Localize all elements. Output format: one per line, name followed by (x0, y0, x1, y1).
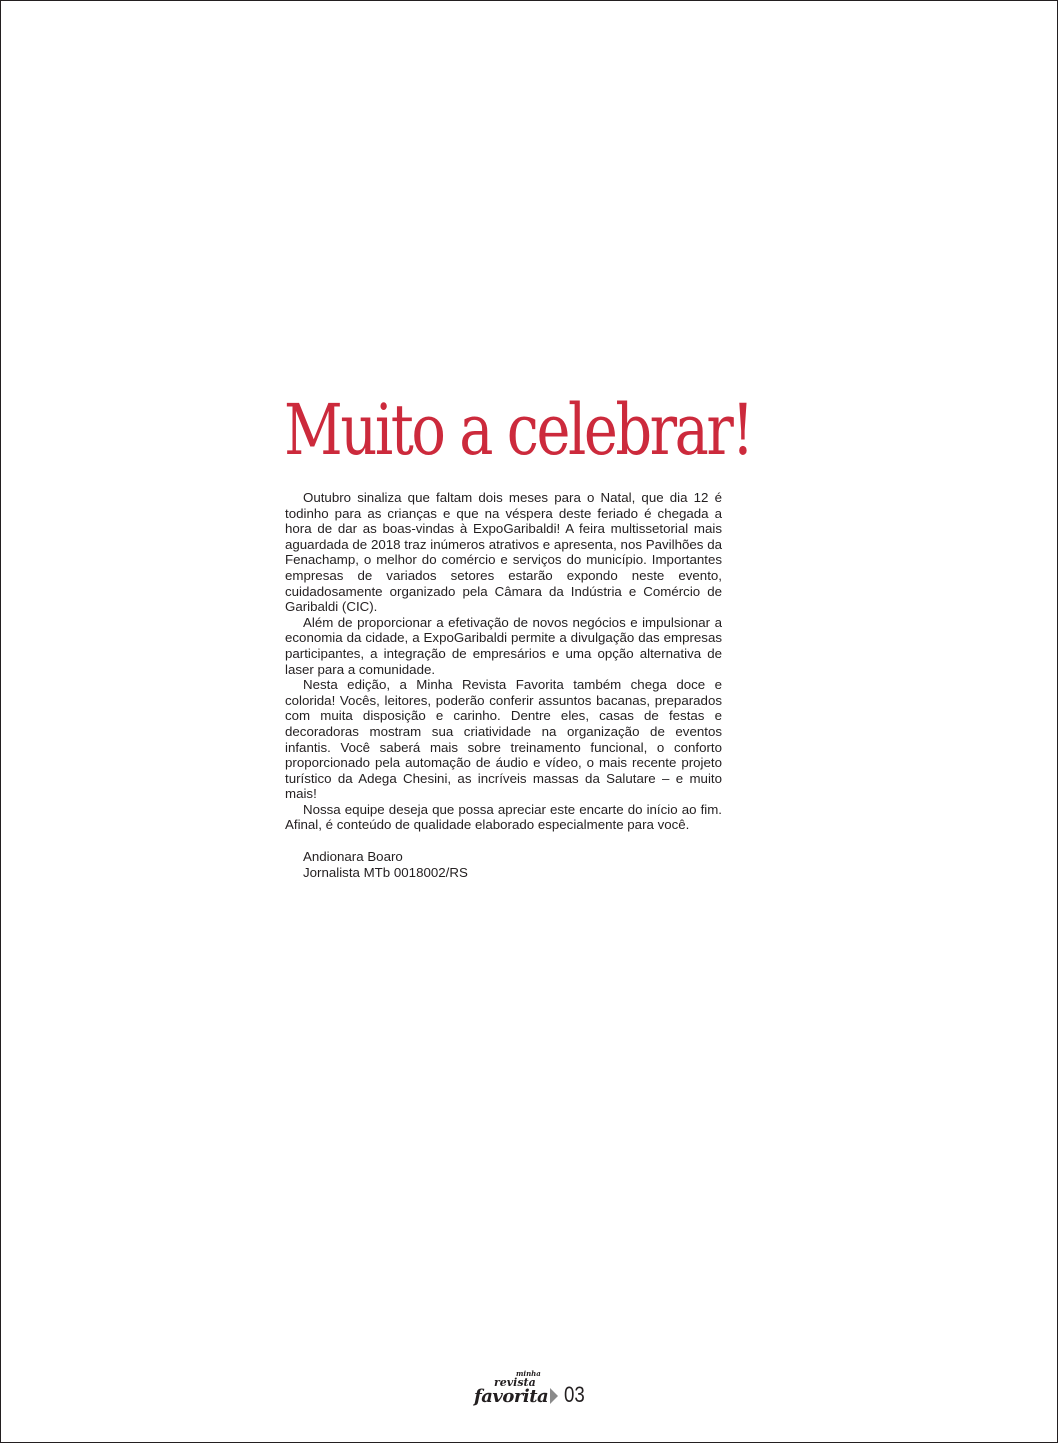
article-paragraph: Nossa equipe deseja que possa apreciar este encarte do início ao fim. Afinal, é conteúdo de qualidade elaborado especialmente para você. (285, 801, 722, 833)
logo-line-minha: minha (516, 1369, 541, 1378)
author-name: Andionara Boaro (303, 849, 403, 865)
author-credential: Jornalista MTb 0018002/RS (303, 864, 468, 880)
article-body (285, 490, 722, 880)
signature (285, 849, 722, 880)
article-paragraph: Outubro sinaliza que faltam dois meses para o Natal, que dia 12 é todinho para as crianças e que na véspera deste feriado é chegada a hora de dar as boas-vindas à ExpoGaribaldi! A feira multissetorial mais aguardada de 2018 traz inúmeros atrativos e apresenta, nos Pavilhões da Fenachamp, o melhor do comércio e serviços do município. Importantes empresas de variados setores estarão expondo neste evento, cuidadosamente organizado pela Câmara da Indústria e Comércio de Garibaldi (CIC). (285, 490, 722, 615)
logo-line-favorita: favorita (474, 1386, 549, 1407)
page-title: Muito a celebrar! (284, 389, 752, 471)
article-paragraph: Além de proporcionar a efetivação de novos negócios e impulsionar a economia da cidade, a ExpoGaribaldi permite a divulgação das empresas participantes, a integração de empresários e uma opção alternativa de laser para a comunidade. (285, 614, 722, 677)
logo-line-revista: revista (494, 1376, 536, 1389)
article-paragraph: Nesta edição, a Minha Revista Favorita também chega doce e colorida! Vocês, leitores, poderão conferir assuntos bacanas, preparados com muita disposição e carinho. Dentre eles, casas de festas e decoradoras mostram sua criatividade na organização de eventos infantis. Você saberá mais sobre treinamento funcional, o conforto proporcionado pela automação de áudio e vídeo, o mais recente projeto turístico da Adega Chesini, as incríveis massas da Salutare – e muito mais! (285, 677, 722, 802)
page-number: 03 (564, 1382, 585, 1407)
triangle-right-icon (550, 1388, 558, 1404)
page-footer (474, 1370, 588, 1410)
magazine-logo (474, 1369, 549, 1410)
